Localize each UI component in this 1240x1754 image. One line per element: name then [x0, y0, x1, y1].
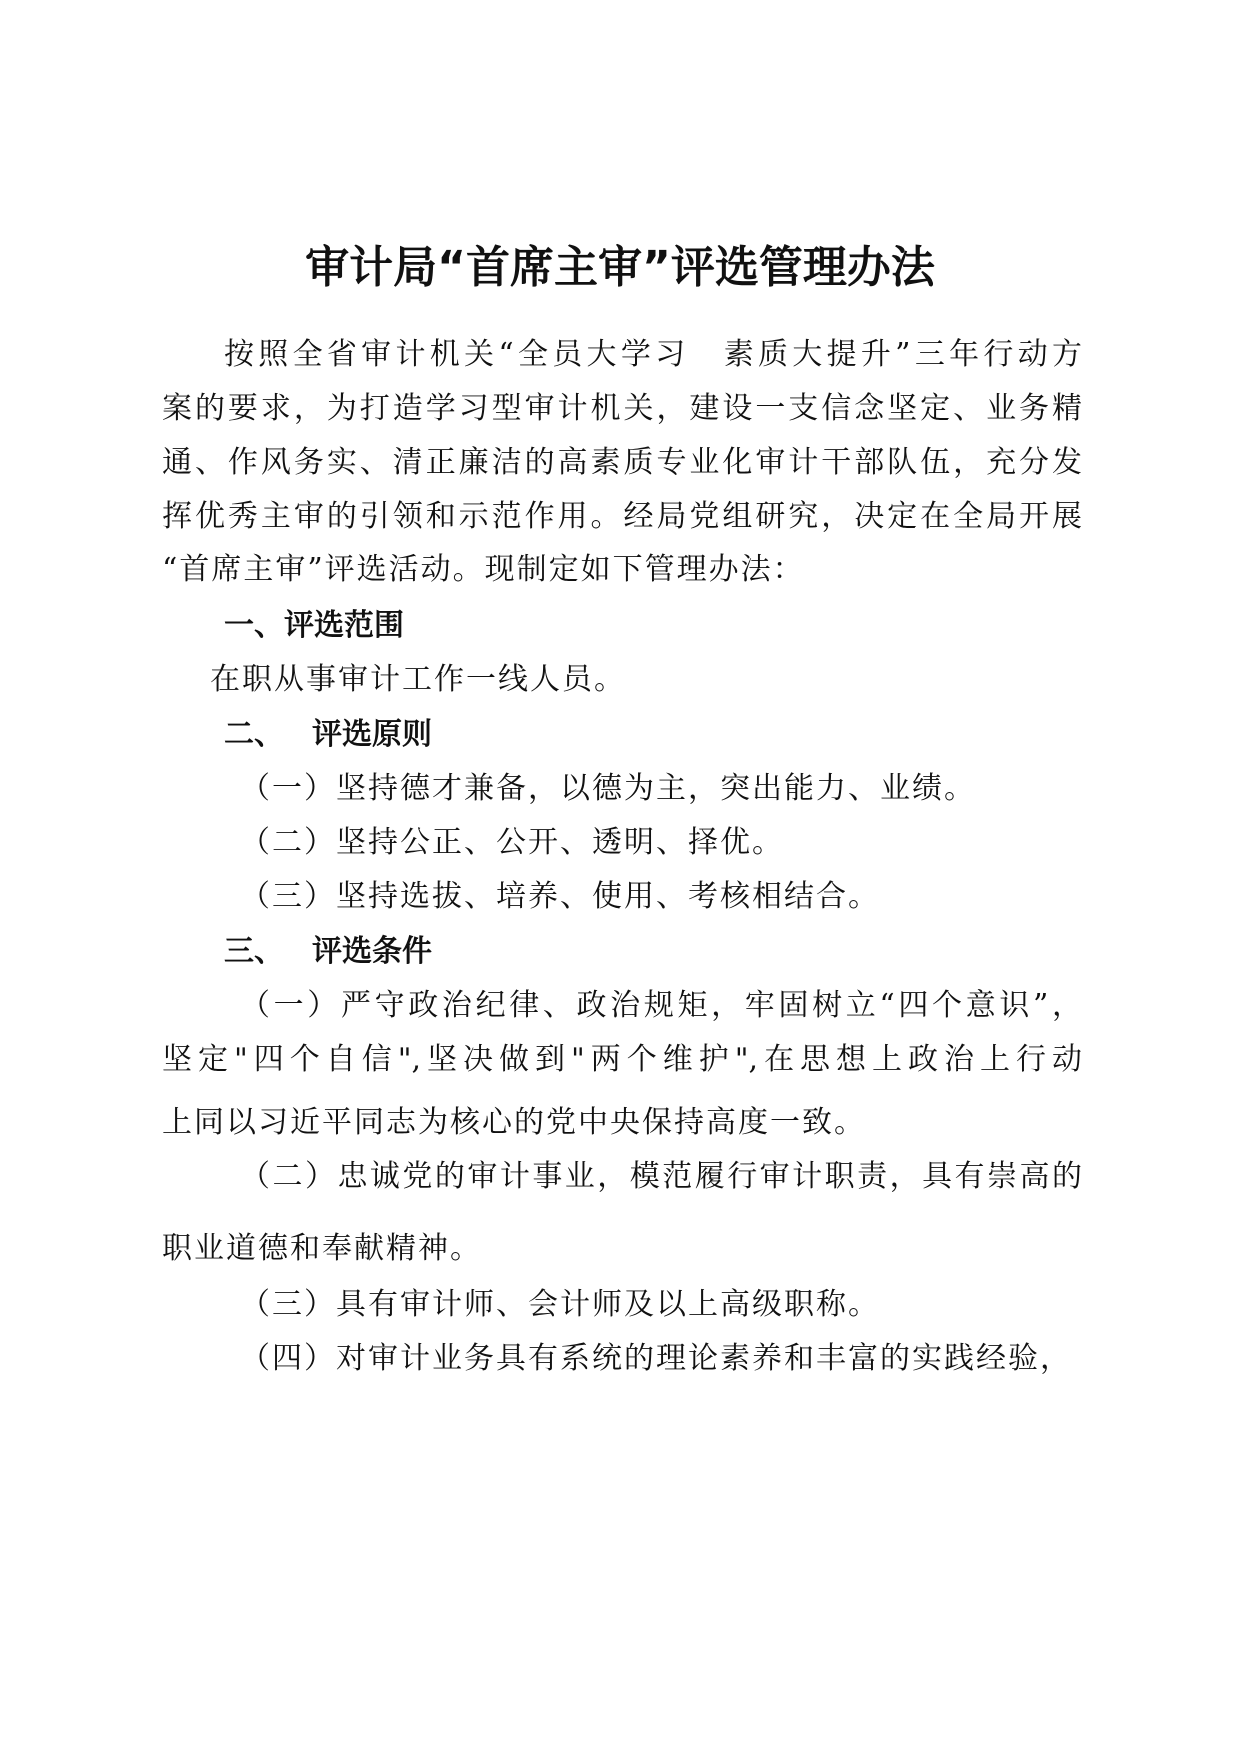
section-3-heading: [224, 930, 432, 974]
section-1-heading: 一、评选范围: [224, 608, 404, 643]
section-2-heading: [224, 713, 432, 757]
intro-line-2: 案的要求，为打造学习型审计机关，建设一支信念坚定、业务精: [162, 391, 1082, 426]
section-3-number: 三、: [224, 934, 284, 969]
document-title: 审计局“首席主审”评选管理办法: [305, 242, 935, 293]
section-2-item-1: （一）坚持德才兼备，以德为主，突出能力、业绩。: [240, 771, 976, 806]
section-3-title: 评选条件: [312, 934, 432, 969]
section-3-item-1-line-2: 坚定"四个自信",坚决做到"两个维护",在思想上政治上行动: [162, 1042, 1082, 1077]
intro-line-5: “首席主审”评选活动。现制定如下管理办法：: [162, 552, 805, 587]
intro-line-3: 通、作风务实、清正廉洁的高素质专业化审计干部队伍，充分发: [162, 445, 1082, 480]
section-3-item-2-line-1: （二）忠诚党的审计事业，模范履行审计职责，具有崇高的: [240, 1159, 1082, 1194]
section-3-item-1-line-3: 上同以习近平同志为核心的党中央保持高度一致。: [162, 1105, 866, 1140]
section-3-item-3: （三）具有审计师、会计师及以上高级职称。: [240, 1287, 880, 1322]
section-3-item-1-line-1: （一）严守政治纪律、政治规矩，牢固树立“四个意识”，: [240, 988, 1082, 1023]
section-3-item-4: （四）对审计业务具有系统的理论素养和丰富的实践经验，: [240, 1341, 1072, 1376]
section-2-number: 二、: [224, 717, 284, 752]
section-3-item-2-line-2: 职业道德和奉献精神。: [162, 1231, 482, 1266]
section-2-item-3: （三）坚持选拔、培养、使用、考核相结合。: [240, 879, 880, 914]
intro-line-1: 按照全省审计机关“全员大学习 素质大提升”三年行动方: [224, 337, 1082, 372]
section-2-title: 评选原则: [312, 717, 432, 752]
intro-line-4: 挥优秀主审的引领和示范作用。经局党组研究，决定在全局开展: [162, 499, 1082, 534]
section-1-body: 在职从事审计工作一线人员。: [210, 662, 626, 697]
section-2-item-2: （二）坚持公正、公开、透明、择优。: [240, 825, 784, 860]
